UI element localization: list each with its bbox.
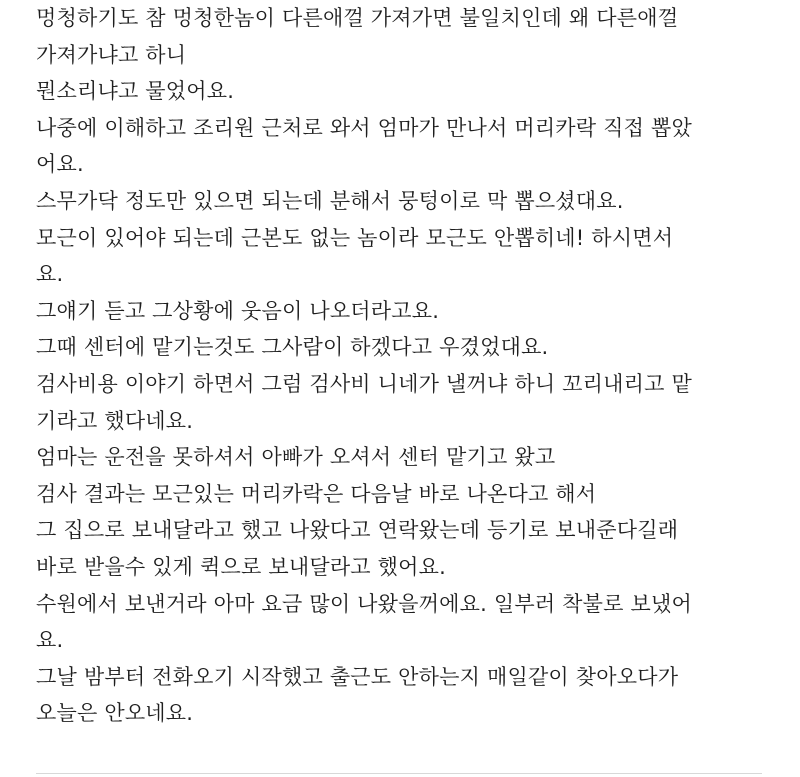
text-line: 그때 센터에 맡기는것도 그사람이 하겠다고 우겼었대요.	[36, 335, 549, 360]
text-line: 스무가닥 정도만 있으면 되는데 분해서 뭉텅이로 막 뽑으셨대요.	[36, 188, 624, 213]
text-line: 검사비용 이야기 하면서 그럼 검사비 니네가 낼꺼냐 하니 꼬리내리고 맡	[36, 371, 692, 396]
text-line: 오늘은 안오네요.	[36, 701, 194, 726]
bottom-divider	[36, 773, 762, 774]
text-line: 요.	[36, 628, 64, 653]
text-line: 수원에서 보낸거라 아마 요금 많이 나왔을꺼에요. 일부러 착불로 보냈어	[36, 591, 692, 616]
post-body	[36, 0, 776, 732]
text-line: 그얘기 듣고 그상황에 웃음이 나오더라고요.	[36, 298, 440, 323]
text-line: 나중에 이해하고 조리원 근처로 와서 엄마가 만나서 머리카락 직접 뽑았	[36, 115, 692, 140]
text-line: 검사 결과는 모근있는 머리카락은 다음날 바로 나온다고 해서	[36, 481, 597, 506]
text-line: 모근이 있어야 되는데 근본도 없는 놈이라 모근도 안뽑히네! 하시면서	[36, 225, 674, 250]
text-line: 기라고 했다네요.	[36, 408, 194, 433]
text-line: 그날 밤부터 전화오기 시작했고 출근도 안하는지 매일같이 찾아오다가	[36, 664, 679, 689]
text-line: 엄마는 운전을 못하셔서 아빠가 오셔서 센터 맡기고 왔고	[36, 445, 556, 470]
text-line: 요.	[36, 262, 64, 287]
text-line: 멍청하기도 참 멍청한놈이 다른애껄 가져가면 불일치인데 왜 다른애껄	[36, 6, 679, 30]
text-line: 가져가냐고 하니	[36, 42, 187, 67]
text-line: 뭔소리냐고 물었어요.	[36, 79, 235, 104]
text-line: 어요.	[36, 152, 84, 177]
text-line: 그 집으로 보내달라고 했고 나왔다고 연락왔는데 등기로 보내준다길래	[36, 518, 679, 543]
text-line: 바로 받을수 있게 퀵으로 보내달라고 했어요.	[36, 554, 446, 579]
